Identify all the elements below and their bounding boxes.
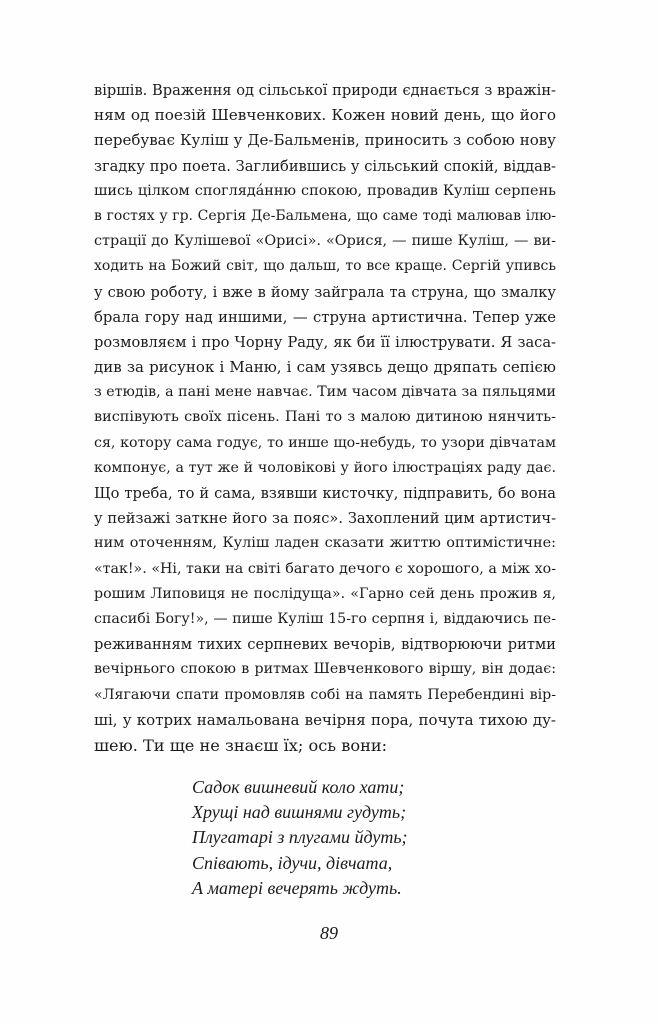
body-line: компонує, а тут же й чоловікові у його ілюстраціях раду дає.: [94, 459, 556, 476]
poem-quote: [192, 775, 408, 901]
body-line: у пейзажі заткне його за пояс». Захоплений цим артистич-: [94, 510, 556, 528]
body-line: перебуває Куліш у Де-Бальменів, приносить з собою нову: [94, 131, 556, 150]
body-line: шись цілком споглядáнню спокою, провадив Куліш серпень: [94, 182, 556, 199]
verse-line: Хрущі над вишнями гудуть;: [192, 802, 407, 823]
verse-line: Співають, ідучи, дівчата,: [192, 852, 393, 873]
body-line: згадку про поета. Заглибившись у сільський спокій, віддав-: [94, 157, 556, 175]
body-line: ним оточенням, Куліш ладен сказати життю оптимістичне:: [94, 535, 556, 552]
verse-line: Садок вишневий коло хати;: [192, 777, 405, 797]
body-line: у свою роботу, і вже в йому зайграла та струна, що змалку: [94, 283, 556, 301]
body-line: див за рисунок і Маню, і сам узявсь дещо дряпать сепією: [94, 358, 556, 377]
body-line: розмовляєм і про Чорну Раду, як би її ілюструвати. Я заса-: [94, 333, 556, 351]
body-line: з етюдів, а пані мене навчає. Тим часом дівчата за пяльцями: [94, 384, 556, 401]
body-line: реживанням тихих серпневих вечорів, відтворюючи ритми: [94, 636, 556, 654]
body-line: «Лягаючи спати промовляв собі на память Перебендині вір-: [94, 686, 556, 703]
body-line: Що треба, то й сама, взявши кисточку, підправить, бо вона: [94, 485, 556, 502]
body-text: [94, 78, 556, 758]
body-line: шею. Ти ще не знаєш їх; ось вони:: [94, 735, 388, 755]
body-line: ші, у котрих намальована вечірня пора, почута тихою ду-: [94, 710, 556, 729]
body-line: вечірнього спокою в ритмах Шевченкового віршу, він додає:: [94, 661, 556, 678]
body-line: ся, котору сама годує, то инше що-небудь, то узори дівчатам: [94, 434, 556, 451]
verse-line: А матері вечерять ждуть.: [192, 877, 402, 898]
body-line: страції до Кулішевої «Орисі». «Орися, — пише Куліш, — ви-: [94, 233, 556, 250]
body-line: виспівують своїх пісень. Пані то з малою дитиною нянчить-: [94, 409, 556, 426]
body-line: ням од поезій Шевченкових. Кожен новий день, що його: [94, 106, 556, 125]
verse-line: Плугатарі з плугами йдуть;: [192, 827, 408, 848]
body-line: брала гору над иншими, — струна артистична. Тепер уже: [94, 308, 556, 326]
page-number: 89: [320, 923, 338, 943]
body-line: спасибі Богу!», — пише Куліш 15-го серпня і, віддаючись пе-: [94, 610, 556, 627]
body-line: в гостях у гр. Сергія Де-Бальмена, що саме тоді малював ілю-: [94, 207, 556, 224]
body-line: «так!». «Ні, таки на світі багато дечого є хорошого, а між хо-: [94, 560, 556, 577]
body-line: віршів. Враження од сільської природи єднається з вражін-: [94, 82, 556, 99]
body-line: рошим Липовиця не послідуща». «Гарно сей день прожив я,: [94, 585, 556, 602]
body-line: ходить на Божий світ, що дальш, то все краще. Сергій упивсь: [94, 258, 556, 275]
